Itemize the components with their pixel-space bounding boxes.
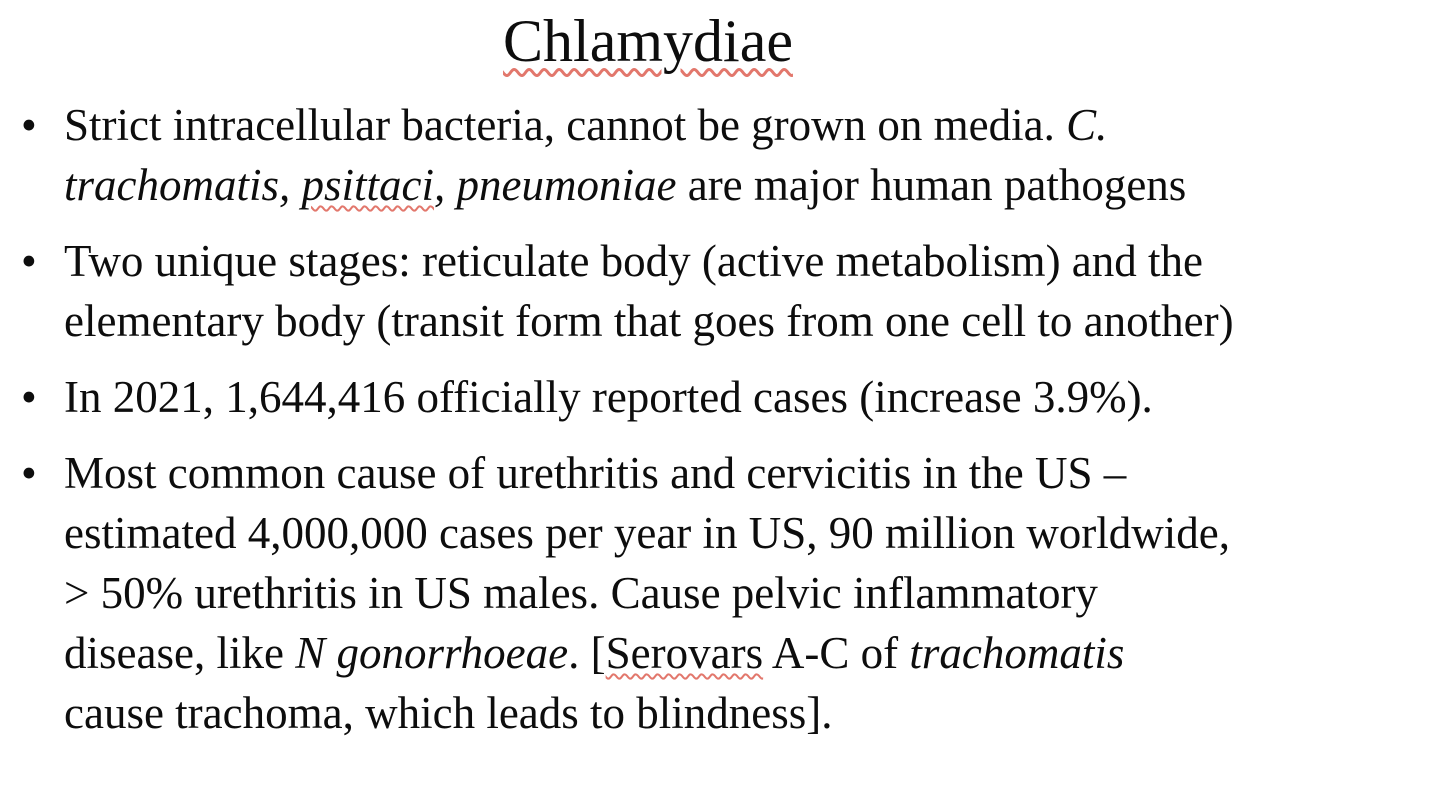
bullet-marker-icon: • (21, 448, 37, 498)
italic-text: C. (1066, 100, 1108, 150)
bullet-line (64, 563, 1420, 623)
bullet-list (0, 95, 1420, 759)
bullet-item (0, 367, 1420, 427)
text-segment: > 50% urethritis in US males. Cause pelvic inflammatory (64, 568, 1098, 618)
text-segment: Most common cause of urethritis and cervicitis in the US – (64, 448, 1127, 498)
bullet-line (64, 291, 1420, 351)
bullet-item (0, 95, 1420, 215)
bullet-marker-icon: • (21, 372, 37, 422)
misspelled-word: Serovars (605, 628, 764, 678)
bullet-line (64, 231, 1420, 291)
bullet-line (64, 623, 1420, 683)
text-segment: estimated 4,000,000 cases per year in US, 90 million worldwide, (64, 508, 1231, 558)
bullet-line (64, 443, 1420, 503)
text-segment: In 2021, 1,644,416 officially reported cases (increase 3.9%). (64, 372, 1153, 422)
misspelled-word: psittaci (301, 160, 435, 210)
bullet-marker-icon: • (21, 100, 37, 150)
bullet-line (64, 95, 1420, 155)
bullet-marker-icon: • (21, 236, 37, 286)
slide-title: Chlamydiae (503, 8, 793, 74)
bullet-line (64, 155, 1420, 215)
slide-title-container (0, 4, 1440, 78)
text-segment: elementary body (transit form that goes from one cell to another) (64, 296, 1234, 346)
italic-text: trachomatis, (64, 160, 302, 210)
text-segment: cause trachoma, which leads to blindness]. (64, 688, 833, 738)
bullet-item (0, 443, 1420, 743)
bullet-line (64, 367, 1420, 427)
italic-text: , pneumoniae (434, 160, 677, 210)
bullet-line (64, 683, 1420, 743)
text-segment: disease, like (64, 628, 296, 678)
text-segment: . [ (568, 628, 606, 678)
bullet-text (64, 443, 1420, 743)
text-segment: A-C of (763, 628, 910, 678)
bullet-text (64, 95, 1420, 215)
bullet-text (64, 231, 1420, 351)
bullet-item (0, 231, 1420, 351)
italic-text: trachomatis (909, 628, 1125, 678)
italic-text: N gonorrhoeae (295, 628, 569, 678)
text-segment: are major human pathogens (676, 160, 1187, 210)
bullet-text (64, 367, 1420, 427)
text-segment: Strict intracellular bacteria, cannot be grown on media. (64, 100, 1067, 150)
bullet-line (64, 503, 1420, 563)
text-segment: Two unique stages: reticulate body (active metabolism) and the (64, 236, 1203, 286)
